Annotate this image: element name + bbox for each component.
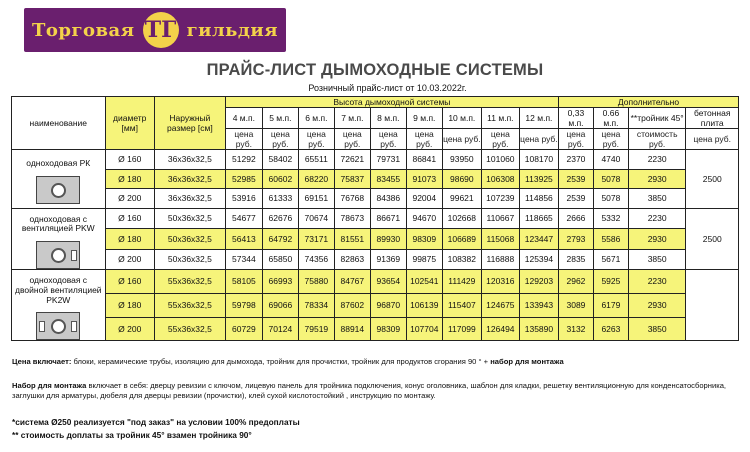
price-cell: 101060 bbox=[481, 150, 519, 170]
price-cell: 116888 bbox=[481, 249, 519, 270]
extra-price-cell: 2539 bbox=[558, 169, 593, 189]
diameter-cell: Ø 180 bbox=[105, 293, 154, 317]
price-cell: 82863 bbox=[334, 249, 370, 270]
price-cell: 73171 bbox=[298, 229, 334, 250]
size-cell: 36x36x32,5 bbox=[154, 189, 225, 209]
price-cell: 79519 bbox=[298, 317, 334, 341]
price-cell: 74356 bbox=[298, 249, 334, 270]
diameter-cell: Ø 200 bbox=[105, 249, 154, 270]
price-cell: 51292 bbox=[225, 150, 262, 170]
logo-emblem-icon: ТГ bbox=[143, 12, 179, 48]
price-cell: 79731 bbox=[370, 150, 406, 170]
price-cell: 129203 bbox=[519, 270, 558, 294]
extra-price-cell: 2930 bbox=[628, 169, 686, 189]
table-row bbox=[12, 150, 739, 170]
col-size-header: Наружный размер [см] bbox=[154, 97, 225, 150]
product-name-cell bbox=[12, 208, 106, 270]
extra-price-cell: 5078 bbox=[593, 169, 628, 189]
extra-price-cell: 5332 bbox=[593, 208, 628, 229]
price-cell: 108170 bbox=[519, 150, 558, 170]
price-cell: 61333 bbox=[262, 189, 298, 209]
price-cell: 133943 bbox=[519, 293, 558, 317]
price-cell: 111429 bbox=[442, 270, 481, 294]
page-title: ПРАЙС-ЛИСТ ДЫМОХОДНЫЕ СИСТЕМЫ bbox=[206, 61, 544, 79]
extra-price-cell: 5925 bbox=[593, 270, 628, 294]
price-cell: 56413 bbox=[225, 229, 262, 250]
chimney-block-icon bbox=[36, 176, 80, 204]
price-cell: 72621 bbox=[334, 150, 370, 170]
extra-price-cell: 5586 bbox=[593, 229, 628, 250]
extra-price-cell: 3089 bbox=[558, 293, 593, 317]
price-cell: 94670 bbox=[406, 208, 442, 229]
diameter-cell: Ø 180 bbox=[105, 169, 154, 189]
size-cell: 55x36x32,5 bbox=[154, 293, 225, 317]
note-price-includes-text: блоки, керамические трубы, изоляцию для дымохода, тройник для прочистки, тройник для продуктов сгорания 90 ° + bbox=[71, 357, 491, 366]
unit-label: цена руб. bbox=[442, 129, 481, 150]
price-cell: 62676 bbox=[262, 208, 298, 229]
flue-hole-icon bbox=[51, 319, 66, 334]
price-cell: 113925 bbox=[519, 169, 558, 189]
table-row bbox=[12, 270, 739, 294]
price-cell: 81551 bbox=[334, 229, 370, 250]
price-cell: 84386 bbox=[370, 189, 406, 209]
extra-price-cell: 3850 bbox=[628, 249, 686, 270]
price-cell: 106308 bbox=[481, 169, 519, 189]
col-name-header: наименование bbox=[12, 97, 106, 150]
price-cell: 99621 bbox=[442, 189, 481, 209]
height-col-header: 5 м.п. bbox=[262, 108, 298, 129]
unit-label: цена руб. bbox=[225, 129, 262, 150]
price-table bbox=[11, 96, 739, 341]
price-cell: 88914 bbox=[334, 317, 370, 341]
price-cell: 84767 bbox=[334, 270, 370, 294]
note-mounting-kit-text: включает в себя: дверцу ревизии с ключом, лицевую панель для тройника подключения, конус оголовника, шаблон для кладки, решетку вентиляционную для конденсатосборника, заглушки для арматуры, дюбеля для дверцы ревизии (прочистки), клей сухой кислотостойкий , инструкцию по монтажу. bbox=[12, 381, 727, 401]
price-cell: 69066 bbox=[262, 293, 298, 317]
price-cell: 135890 bbox=[519, 317, 558, 341]
unit-label: цена руб. bbox=[519, 129, 558, 150]
diameter-cell: Ø 160 bbox=[105, 270, 154, 294]
price-cell: 107704 bbox=[406, 317, 442, 341]
price-cell: 60602 bbox=[262, 169, 298, 189]
product-name-cell bbox=[12, 150, 106, 209]
logo-word-right: гильдия bbox=[186, 19, 278, 41]
price-cell: 99875 bbox=[406, 249, 442, 270]
price-cell: 60729 bbox=[225, 317, 262, 341]
height-col-header: 12 м.п. bbox=[519, 108, 558, 129]
extra-col-header: **тройник 45° bbox=[628, 108, 686, 129]
price-cell: 70674 bbox=[298, 208, 334, 229]
price-cell: 110667 bbox=[481, 208, 519, 229]
diameter-cell: Ø 200 bbox=[105, 317, 154, 341]
unit-label: стоимость руб. bbox=[628, 129, 686, 150]
price-cell: 107239 bbox=[481, 189, 519, 209]
extra-price-cell: 2835 bbox=[558, 249, 593, 270]
size-cell: 36x36x32,5 bbox=[154, 150, 225, 170]
unit-label: цена руб. bbox=[686, 129, 739, 150]
extra-price-cell: 2230 bbox=[628, 270, 686, 294]
price-cell: 93654 bbox=[370, 270, 406, 294]
table-row bbox=[12, 169, 739, 189]
price-cell: 78334 bbox=[298, 293, 334, 317]
unit-label: цена руб. bbox=[334, 129, 370, 150]
size-cell: 55x36x32,5 bbox=[154, 270, 225, 294]
slab-price-cell: 2500 bbox=[686, 208, 739, 270]
company-logo bbox=[24, 8, 286, 52]
extra-price-cell: 2930 bbox=[628, 293, 686, 317]
logo-word-left: Торговая bbox=[32, 19, 135, 41]
extra-col-header: 0.66 м.п. bbox=[593, 108, 628, 129]
size-cell: 55x36x32,5 bbox=[154, 317, 225, 341]
price-cell: 75837 bbox=[334, 169, 370, 189]
table-row bbox=[12, 249, 739, 270]
price-cell: 57344 bbox=[225, 249, 262, 270]
price-cell: 75880 bbox=[298, 270, 334, 294]
table-row bbox=[12, 293, 739, 317]
extra-col-header: бетонная плита bbox=[686, 108, 739, 129]
height-col-header: 11 м.п. bbox=[481, 108, 519, 129]
footnote-tee-45: ** стоимость доплаты за тройник 45° взамен тройника 90° bbox=[12, 430, 252, 440]
extra-price-cell: 3132 bbox=[558, 317, 593, 341]
diameter-cell: Ø 160 bbox=[105, 208, 154, 229]
flue-hole-icon bbox=[51, 183, 66, 198]
price-cell: 66993 bbox=[262, 270, 298, 294]
price-cell: 115407 bbox=[442, 293, 481, 317]
unit-label: цена руб. bbox=[298, 129, 334, 150]
price-cell: 76768 bbox=[334, 189, 370, 209]
vent-channel-icon bbox=[39, 321, 45, 332]
extra-price-cell: 2230 bbox=[628, 150, 686, 170]
extra-price-cell: 6179 bbox=[593, 293, 628, 317]
price-cell: 58105 bbox=[225, 270, 262, 294]
price-table-body bbox=[12, 150, 739, 341]
unit-label: цена руб. bbox=[481, 129, 519, 150]
price-cell: 91073 bbox=[406, 169, 442, 189]
extra-price-cell: 2370 bbox=[558, 150, 593, 170]
price-cell: 92004 bbox=[406, 189, 442, 209]
price-cell: 98309 bbox=[406, 229, 442, 250]
price-cell: 93950 bbox=[442, 150, 481, 170]
height-col-header: 4 м.п. bbox=[225, 108, 262, 129]
price-cell: 91369 bbox=[370, 249, 406, 270]
price-cell: 123447 bbox=[519, 229, 558, 250]
price-cell: 78673 bbox=[334, 208, 370, 229]
unit-label: цена руб. bbox=[370, 129, 406, 150]
extra-price-cell: 2230 bbox=[628, 208, 686, 229]
price-cell: 98690 bbox=[442, 169, 481, 189]
price-cell: 52985 bbox=[225, 169, 262, 189]
table-row bbox=[12, 229, 739, 250]
table-row bbox=[12, 208, 739, 229]
price-cell: 120316 bbox=[481, 270, 519, 294]
price-cell: 69151 bbox=[298, 189, 334, 209]
price-cell: 117099 bbox=[442, 317, 481, 341]
price-cell: 115068 bbox=[481, 229, 519, 250]
extra-group-header: Дополнительно bbox=[558, 97, 738, 108]
extra-price-cell: 2666 bbox=[558, 208, 593, 229]
size-cell: 36x36x32,5 bbox=[154, 169, 225, 189]
slab-price-cell: 2500 bbox=[686, 150, 739, 209]
unit-label: цена руб. bbox=[593, 129, 628, 150]
footnote-d250: *система Ø250 реализуется "под заказ" на условии 100% предоплаты bbox=[12, 417, 300, 427]
price-cell: 124675 bbox=[481, 293, 519, 317]
diameter-cell: Ø 160 bbox=[105, 150, 154, 170]
price-cell: 96870 bbox=[370, 293, 406, 317]
price-cell: 68220 bbox=[298, 169, 334, 189]
unit-label: цена руб. bbox=[558, 129, 593, 150]
height-col-header: 7 м.п. bbox=[334, 108, 370, 129]
price-cell: 106689 bbox=[442, 229, 481, 250]
price-cell: 87602 bbox=[334, 293, 370, 317]
note-mounting-kit-label: Набор для монтажа bbox=[12, 381, 87, 390]
price-cell: 54677 bbox=[225, 208, 262, 229]
extra-price-cell: 2962 bbox=[558, 270, 593, 294]
product-name: одноходовая с двойной вентиляцией PK2W bbox=[15, 275, 102, 305]
price-cell: 65850 bbox=[262, 249, 298, 270]
price-cell: 102541 bbox=[406, 270, 442, 294]
table-row bbox=[12, 189, 739, 209]
height-col-header: 10 м.п. bbox=[442, 108, 481, 129]
header-row-groups bbox=[12, 97, 739, 108]
col-diameter-header: диаметр [мм] bbox=[105, 97, 154, 150]
price-cell: 102668 bbox=[442, 208, 481, 229]
price-cell: 58402 bbox=[262, 150, 298, 170]
price-cell: 106139 bbox=[406, 293, 442, 317]
vent-channel-icon bbox=[71, 250, 77, 261]
product-name-cell bbox=[12, 270, 106, 341]
size-cell: 50x36x32,5 bbox=[154, 249, 225, 270]
extra-col-header: 0,33 м.п. bbox=[558, 108, 593, 129]
diameter-cell: Ø 200 bbox=[105, 189, 154, 209]
product-name: одноходовая РК bbox=[26, 158, 91, 169]
extra-price-cell: 2793 bbox=[558, 229, 593, 250]
price-cell: 125394 bbox=[519, 249, 558, 270]
height-col-header: 8 м.п. bbox=[370, 108, 406, 129]
price-cell: 108382 bbox=[442, 249, 481, 270]
note-mounting-kit bbox=[12, 381, 742, 402]
height-group-header: Высота дымоходной системы bbox=[225, 97, 558, 108]
price-list-date: Розничный прайс-лист от 10.03.2022г. bbox=[308, 83, 467, 93]
extra-price-cell: 4740 bbox=[593, 150, 628, 170]
chimney-block-icon bbox=[36, 312, 80, 340]
price-cell: 126494 bbox=[481, 317, 519, 341]
height-col-header: 6 м.п. bbox=[298, 108, 334, 129]
note-price-includes bbox=[12, 357, 742, 367]
unit-label: цена руб. bbox=[406, 129, 442, 150]
price-cell: 53916 bbox=[225, 189, 262, 209]
price-cell: 118665 bbox=[519, 208, 558, 229]
price-cell: 86671 bbox=[370, 208, 406, 229]
extra-price-cell: 5078 bbox=[593, 189, 628, 209]
extra-price-cell: 5671 bbox=[593, 249, 628, 270]
flue-hole-icon bbox=[51, 248, 66, 263]
slab-price-cell bbox=[686, 270, 739, 341]
price-cell: 70124 bbox=[262, 317, 298, 341]
chimney-block-icon bbox=[36, 241, 80, 269]
table-row bbox=[12, 317, 739, 341]
extra-price-cell: 2539 bbox=[558, 189, 593, 209]
size-cell: 50x36x32,5 bbox=[154, 229, 225, 250]
extra-price-cell: 3850 bbox=[628, 317, 686, 341]
product-name: одноходовая с вентиляцией PKW bbox=[21, 213, 95, 234]
extra-price-cell: 6263 bbox=[593, 317, 628, 341]
vent-channel-icon bbox=[71, 321, 77, 332]
price-cell: 64792 bbox=[262, 229, 298, 250]
price-cell: 114856 bbox=[519, 189, 558, 209]
diameter-cell: Ø 180 bbox=[105, 229, 154, 250]
unit-label: цена руб. bbox=[262, 129, 298, 150]
size-cell: 50x36x32,5 bbox=[154, 208, 225, 229]
price-cell: 83455 bbox=[370, 169, 406, 189]
price-cell: 89930 bbox=[370, 229, 406, 250]
note-price-includes-label: Цена включает: bbox=[12, 357, 72, 366]
extra-price-cell: 3850 bbox=[628, 189, 686, 209]
price-cell: 65511 bbox=[298, 150, 334, 170]
extra-price-cell: 2930 bbox=[628, 229, 686, 250]
height-col-header: 9 м.п. bbox=[406, 108, 442, 129]
note-price-includes-bold: набор для монтажа bbox=[490, 357, 564, 366]
price-cell: 98309 bbox=[370, 317, 406, 341]
price-cell: 86841 bbox=[406, 150, 442, 170]
price-cell: 59798 bbox=[225, 293, 262, 317]
